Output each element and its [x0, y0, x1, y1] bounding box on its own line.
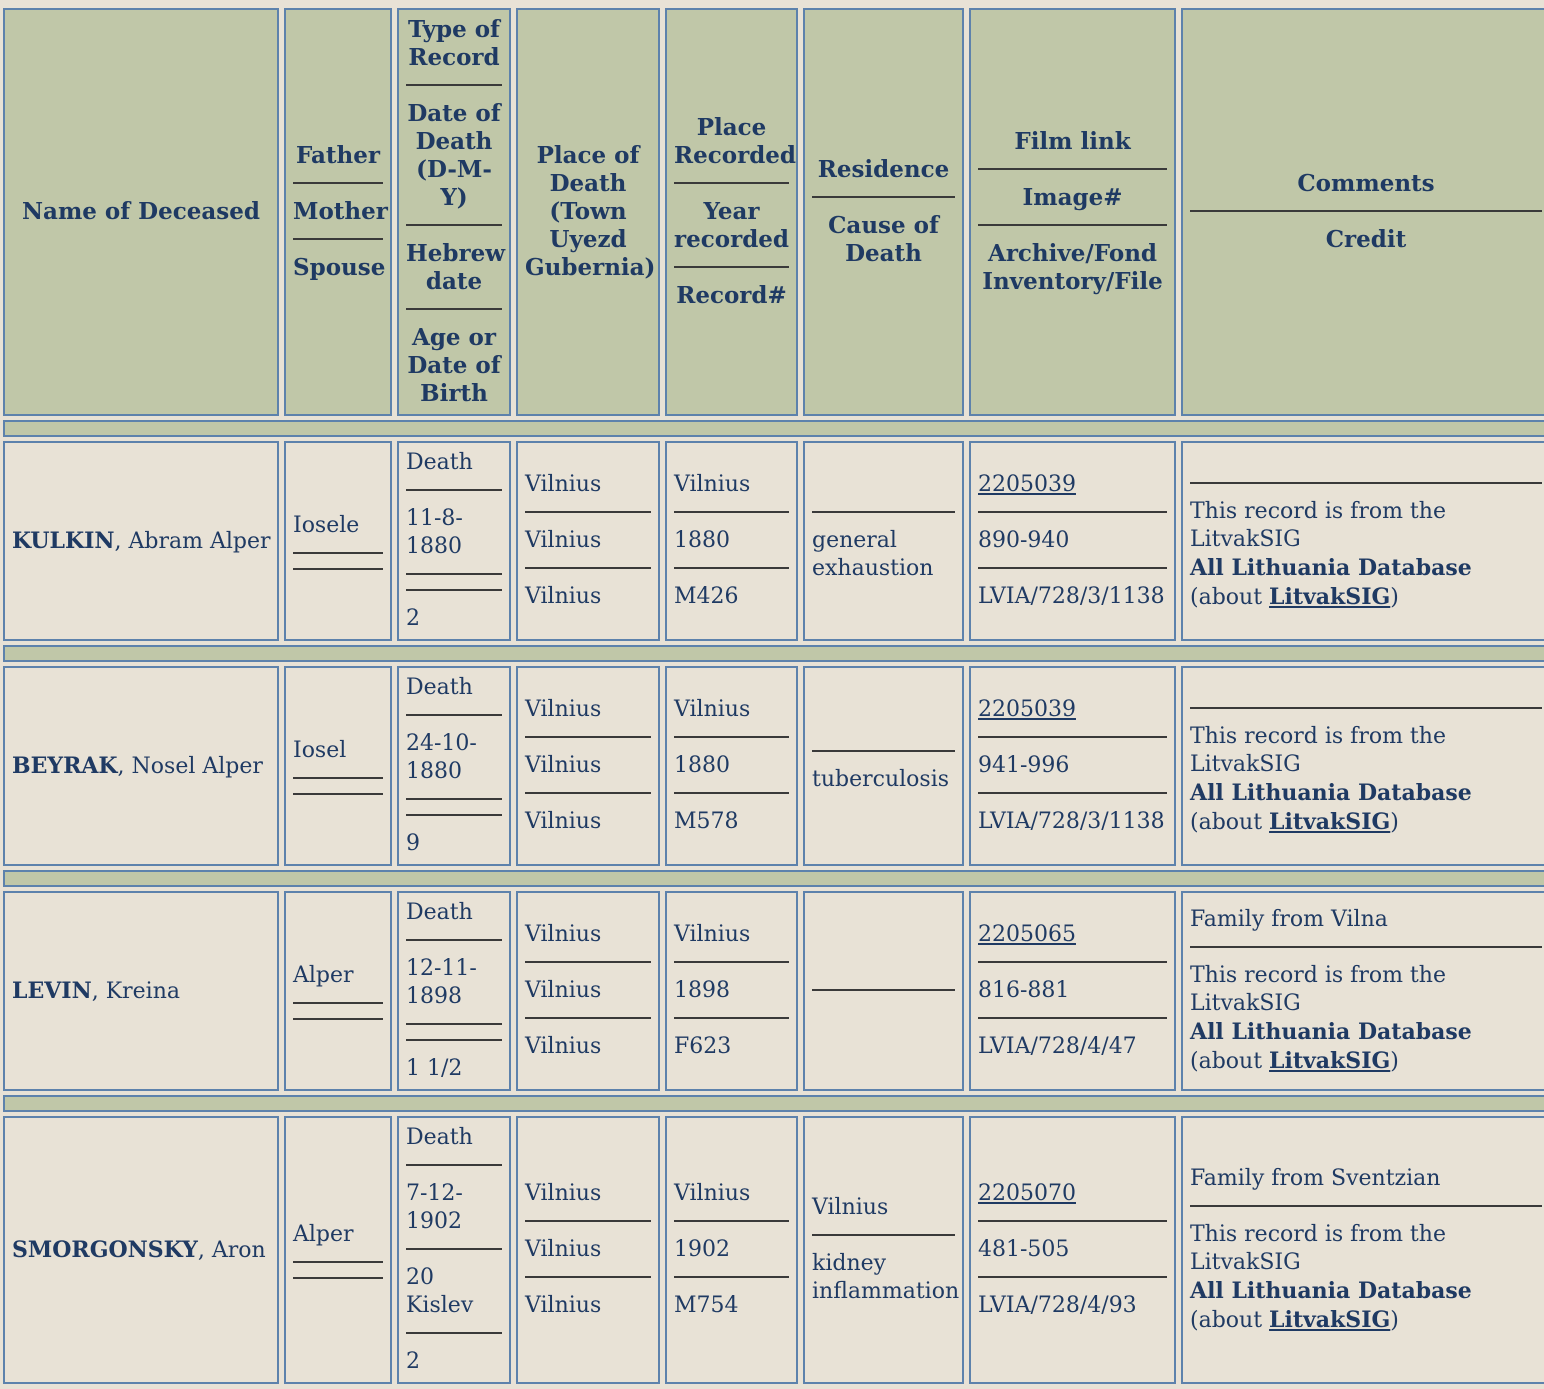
- header-name-label: Name of Deceased: [22, 198, 260, 225]
- divider: [293, 793, 383, 795]
- credit-text: This record is from the LitvakSIG: [1190, 499, 1446, 552]
- header-divider: [978, 168, 1167, 170]
- cause-of-death: kidney inflammation: [812, 1251, 960, 1304]
- credit-close: ): [1390, 1308, 1399, 1333]
- deceased-name-cell: [3, 1116, 279, 1384]
- credit-text: This record is from the LitvakSIG: [1190, 963, 1446, 1016]
- comment: Family from Sventzian: [1190, 1166, 1441, 1191]
- date-of-death: 11-8-1880: [406, 506, 463, 559]
- deceased-name-cell: [3, 441, 279, 641]
- divider: [406, 814, 502, 816]
- litvaksig-link[interactable]: LitvakSIG: [1269, 1048, 1391, 1074]
- age: 1 1/2: [406, 1056, 463, 1081]
- town: Vilnius: [525, 697, 602, 722]
- film-link[interactable]: 2205065: [978, 922, 1076, 947]
- uyezd: Vilnius: [525, 753, 602, 778]
- header-comments-label: Comments: [1297, 170, 1435, 197]
- divider: [1190, 707, 1542, 709]
- header-age: Age or Date of Birth: [407, 324, 501, 407]
- film-link[interactable]: 2205070: [978, 1181, 1076, 1206]
- gubernia: Vilnius: [525, 809, 602, 834]
- given-name: , Kreina: [91, 978, 180, 1004]
- divider: [406, 798, 502, 800]
- table-row: [3, 666, 1544, 866]
- credit-database: All Lithuania Database: [1190, 780, 1472, 806]
- divider: [978, 1276, 1167, 1278]
- credit-database: All Lithuania Database: [1190, 1019, 1472, 1045]
- date-of-death: 12-11-1898: [406, 956, 477, 1009]
- header-cause-of-death: Cause of Death: [828, 212, 939, 267]
- divider: [525, 1017, 651, 1019]
- film-cell: [969, 441, 1176, 641]
- divider: [293, 1277, 383, 1279]
- comments-cell: [1181, 891, 1544, 1091]
- gubernia: Vilnius: [525, 1034, 602, 1059]
- header-divider: [674, 266, 789, 268]
- surname: BEYRAK: [12, 752, 118, 779]
- credit-open: (about: [1190, 1308, 1270, 1333]
- record-cell: [397, 441, 511, 641]
- deceased-name-cell: [3, 891, 279, 1091]
- town: Vilnius: [525, 472, 602, 497]
- divider: [406, 489, 502, 491]
- header-credit: Credit: [1325, 226, 1407, 253]
- header-family: [284, 8, 392, 416]
- film-link[interactable]: 2205039: [978, 472, 1076, 497]
- hebrew-date: 20 Kislev: [406, 1265, 474, 1318]
- divider: [525, 736, 651, 738]
- divider: [1190, 482, 1542, 484]
- residence-cell: [803, 666, 964, 866]
- divider: [978, 792, 1167, 794]
- place-of-death-cell: [516, 891, 660, 1091]
- table-row: [3, 1116, 1544, 1384]
- town: Vilnius: [525, 1181, 602, 1206]
- table-row: [3, 891, 1544, 1091]
- header-residence-label: Residence: [817, 156, 950, 183]
- records-body: [3, 420, 1544, 1384]
- age: 9: [406, 831, 420, 856]
- place-recorded: Vilnius: [674, 1181, 751, 1206]
- record-cell: [397, 891, 511, 1091]
- image-number: 481-505: [978, 1237, 1070, 1262]
- credit-open: (about: [1190, 1049, 1270, 1074]
- divider: [293, 1018, 383, 1020]
- separator-row: [3, 645, 1544, 662]
- image-number: 890-940: [978, 528, 1070, 553]
- film-cell: [969, 891, 1176, 1091]
- deceased-name-cell: [3, 666, 279, 866]
- place-recorded-cell: [665, 891, 798, 1091]
- header-row: [3, 8, 1544, 416]
- divider: [525, 567, 651, 569]
- father: Alper: [293, 1222, 354, 1247]
- divider: [978, 961, 1167, 963]
- divider: [674, 1220, 789, 1222]
- credit-text: This record is from the LitvakSIG: [1190, 1222, 1446, 1275]
- year-recorded: 1880: [674, 528, 730, 553]
- record-type: Death: [406, 450, 473, 475]
- place-of-death-cell: [516, 666, 660, 866]
- separator-cell: [3, 420, 1544, 437]
- record-cell: [397, 1116, 511, 1384]
- header-divider: [406, 224, 502, 226]
- place-recorded: Vilnius: [674, 697, 751, 722]
- divider: [293, 1002, 383, 1004]
- records-table: [0, 4, 1544, 1388]
- comments-cell: [1181, 666, 1544, 866]
- divider: [525, 961, 651, 963]
- uyezd: Vilnius: [525, 978, 602, 1003]
- archive: LVIA/728/3/1138: [978, 584, 1165, 609]
- divider: [525, 511, 651, 513]
- header-divider: [406, 84, 502, 86]
- separator-cell: [3, 645, 1544, 662]
- age: 2: [406, 1349, 420, 1374]
- given-name: , Abram Alper: [114, 528, 271, 554]
- credit: [1190, 1221, 1542, 1335]
- divider: [293, 1261, 383, 1263]
- record-type: Death: [406, 675, 473, 700]
- header-image-number: Image#: [1022, 184, 1123, 211]
- year-recorded: 1902: [674, 1237, 730, 1262]
- divider: [406, 1164, 502, 1166]
- credit: [1190, 723, 1542, 837]
- image-number: 941-996: [978, 753, 1070, 778]
- residence-cell: [803, 441, 964, 641]
- residence: Vilnius: [812, 1195, 889, 1220]
- uyezd: Vilnius: [525, 1237, 602, 1262]
- divider: [674, 961, 789, 963]
- header-divider: [978, 224, 1167, 226]
- film-cell: [969, 1116, 1176, 1384]
- archive: LVIA/728/4/93: [978, 1293, 1137, 1318]
- surname: SMORGONSKY: [12, 1236, 198, 1263]
- divider: [674, 567, 789, 569]
- header-divider: [406, 308, 502, 310]
- credit: [1190, 498, 1542, 612]
- place-recorded-cell: [665, 441, 798, 641]
- family-cell: [284, 1116, 392, 1384]
- town: Vilnius: [525, 922, 602, 947]
- header-divider: [293, 238, 383, 240]
- place-recorded: Vilnius: [674, 922, 751, 947]
- divider: [978, 511, 1167, 513]
- divider: [978, 1220, 1167, 1222]
- divider: [978, 736, 1167, 738]
- divider: [406, 1248, 502, 1250]
- header-place-recorded: [665, 8, 798, 416]
- header-divider: [293, 182, 383, 184]
- divider: [293, 777, 383, 779]
- credit-close: ): [1390, 1049, 1399, 1074]
- divider: [812, 989, 955, 991]
- divider: [674, 1276, 789, 1278]
- family-cell: [284, 441, 392, 641]
- divider: [293, 568, 383, 570]
- credit-close: ): [1390, 810, 1399, 835]
- litvaksig-link[interactable]: LitvakSIG: [1269, 584, 1391, 610]
- separator-cell: [3, 870, 1544, 887]
- header-date-of-death: Date of Death (D-M-Y): [407, 100, 501, 211]
- divider: [674, 736, 789, 738]
- divider: [674, 1017, 789, 1019]
- litvaksig-link[interactable]: LitvakSIG: [1269, 809, 1391, 835]
- credit-open: (about: [1190, 810, 1270, 835]
- age: 2: [406, 606, 420, 631]
- father: Iosel: [293, 738, 347, 763]
- date-of-death: 24-10-1880: [406, 731, 477, 784]
- divider: [674, 792, 789, 794]
- divider: [406, 1332, 502, 1334]
- divider: [525, 1220, 651, 1222]
- place-recorded-cell: [665, 666, 798, 866]
- surname: KULKIN: [12, 527, 115, 554]
- image-number: 816-881: [978, 978, 1070, 1003]
- record-cell: [397, 666, 511, 866]
- given-name: , Nosel Alper: [117, 753, 263, 779]
- credit-database: All Lithuania Database: [1190, 1278, 1472, 1304]
- credit-database: All Lithuania Database: [1190, 555, 1472, 581]
- film-link[interactable]: 2205039: [978, 697, 1076, 722]
- divider: [978, 1017, 1167, 1019]
- header-divider: [674, 182, 789, 184]
- header-spouse: Spouse: [293, 254, 386, 281]
- family-cell: [284, 891, 392, 1091]
- header-place-recorded-label: Place Recorded: [674, 114, 797, 169]
- film-cell: [969, 666, 1176, 866]
- divider: [812, 511, 955, 513]
- divider: [525, 792, 651, 794]
- header-divider: [1190, 210, 1542, 212]
- cause-of-death: general exhaustion: [812, 528, 934, 581]
- header-film-link: Film link: [1014, 128, 1131, 155]
- family-cell: [284, 666, 392, 866]
- divider: [406, 1023, 502, 1025]
- divider: [1190, 1205, 1542, 1207]
- divider: [406, 939, 502, 941]
- record-number: M578: [674, 809, 739, 834]
- year-recorded: 1880: [674, 753, 730, 778]
- cause-of-death: tuberculosis: [812, 767, 950, 792]
- record-type: Death: [406, 900, 473, 925]
- header-type-of-record: Type of Record: [408, 16, 500, 71]
- divider: [812, 750, 955, 752]
- header-mother: Mother: [293, 198, 388, 225]
- residence-cell: [803, 1116, 964, 1384]
- record-number: F623: [674, 1034, 732, 1059]
- record-type: Death: [406, 1125, 473, 1150]
- uyezd: Vilnius: [525, 528, 602, 553]
- header-record-number: Record#: [676, 282, 787, 309]
- litvaksig-link[interactable]: LitvakSIG: [1269, 1307, 1391, 1333]
- divider: [525, 1276, 651, 1278]
- separator-cell: [3, 1095, 1544, 1112]
- date-of-death: 7-12-1902: [406, 1181, 463, 1234]
- divider: [978, 567, 1167, 569]
- divider: [406, 573, 502, 575]
- header-hebrew-date: Hebrew date: [406, 240, 505, 295]
- separator-row: [3, 1095, 1544, 1112]
- header-place-of-death-label: Place of Death (Town Uyezd Gubernia): [525, 142, 656, 281]
- father: Alper: [293, 963, 354, 988]
- father: Iosele: [293, 513, 360, 538]
- divider: [1190, 946, 1542, 948]
- archive: LVIA/728/4/47: [978, 1034, 1137, 1059]
- header-record: [397, 8, 511, 416]
- header-residence: [803, 8, 964, 416]
- year-recorded: 1898: [674, 978, 730, 1003]
- divider: [406, 714, 502, 716]
- comments-cell: [1181, 441, 1544, 641]
- divider: [406, 1039, 502, 1041]
- record-number: M754: [674, 1293, 739, 1318]
- surname: LEVIN: [12, 977, 92, 1004]
- header-name: [3, 8, 279, 416]
- table-row: [3, 441, 1544, 641]
- credit-close: ): [1390, 585, 1399, 610]
- credit-text: This record is from the LitvakSIG: [1190, 724, 1446, 777]
- place-of-death-cell: [516, 1116, 660, 1384]
- gubernia: Vilnius: [525, 584, 602, 609]
- divider: [812, 1234, 955, 1236]
- place-recorded-cell: [665, 1116, 798, 1384]
- separator-row: [3, 420, 1544, 437]
- header-film: [969, 8, 1176, 416]
- place-of-death-cell: [516, 441, 660, 641]
- header-place-of-death: [516, 8, 660, 416]
- separator-row: [3, 870, 1544, 887]
- divider: [293, 552, 383, 554]
- header-year-recorded: Year recorded: [674, 198, 790, 253]
- given-name: , Aron: [197, 1237, 266, 1263]
- credit-open: (about: [1190, 585, 1270, 610]
- header-father: Father: [295, 142, 381, 169]
- header-comments: [1181, 8, 1544, 416]
- place-recorded: Vilnius: [674, 472, 751, 497]
- header-divider: [812, 196, 955, 198]
- archive: LVIA/728/3/1138: [978, 809, 1165, 834]
- gubernia: Vilnius: [525, 1293, 602, 1318]
- record-number: M426: [674, 584, 739, 609]
- credit: [1190, 962, 1542, 1076]
- divider: [406, 589, 502, 591]
- comment: Family from Vilna: [1190, 907, 1388, 932]
- residence-cell: [803, 891, 964, 1091]
- header-archive: Archive/Fond Inventory/File: [982, 240, 1163, 295]
- comments-cell: [1181, 1116, 1544, 1384]
- divider: [674, 511, 789, 513]
